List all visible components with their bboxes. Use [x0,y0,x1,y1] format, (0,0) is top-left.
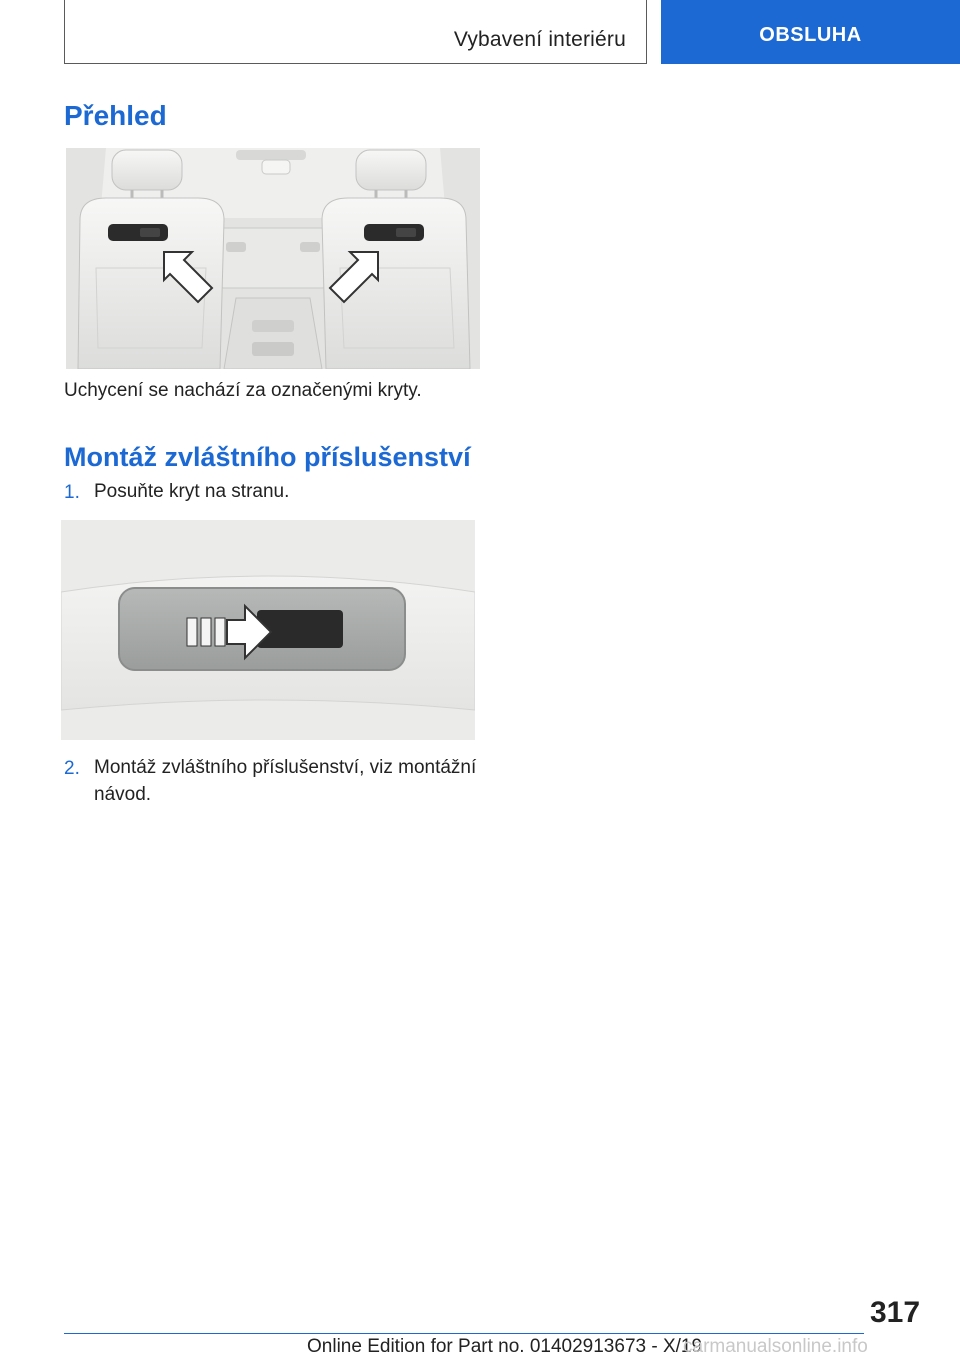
step-2-number: 2. [64,758,80,779]
page-number: 317 [870,1296,921,1329]
seat-backs-drawing [66,148,480,369]
step-1-text: Posuňte kryt na stranu. [94,481,290,502]
header-section-title: Vybavení interiéru [453,28,626,51]
step-2-text-line1: Montáž zvláštního příslušenství, viz montážní [94,757,477,778]
cover-slide-illustration [61,520,475,740]
footer-edition: Online Edition for Part no. 01402913673 - X/19 [307,1336,703,1357]
header-tab-label: OBSLUHA [759,23,862,46]
overview-caption: Uchycení se nachází za označenými kryty. [64,380,422,401]
step-2-text-line2: návod. [94,784,152,805]
cover-slide-drawing [61,520,475,740]
step-1-number: 1. [64,482,80,503]
mount-heading: Montáž zvláštního příslušenství [64,442,471,472]
footer-watermark: carmanualsonline.info [683,1336,868,1357]
header-section-box [64,0,647,64]
footer-rule [64,1333,864,1334]
header-tab-obsluha[interactable] [661,0,960,64]
seat-backs-illustration [66,148,480,369]
overview-heading: Přehled [64,100,167,131]
